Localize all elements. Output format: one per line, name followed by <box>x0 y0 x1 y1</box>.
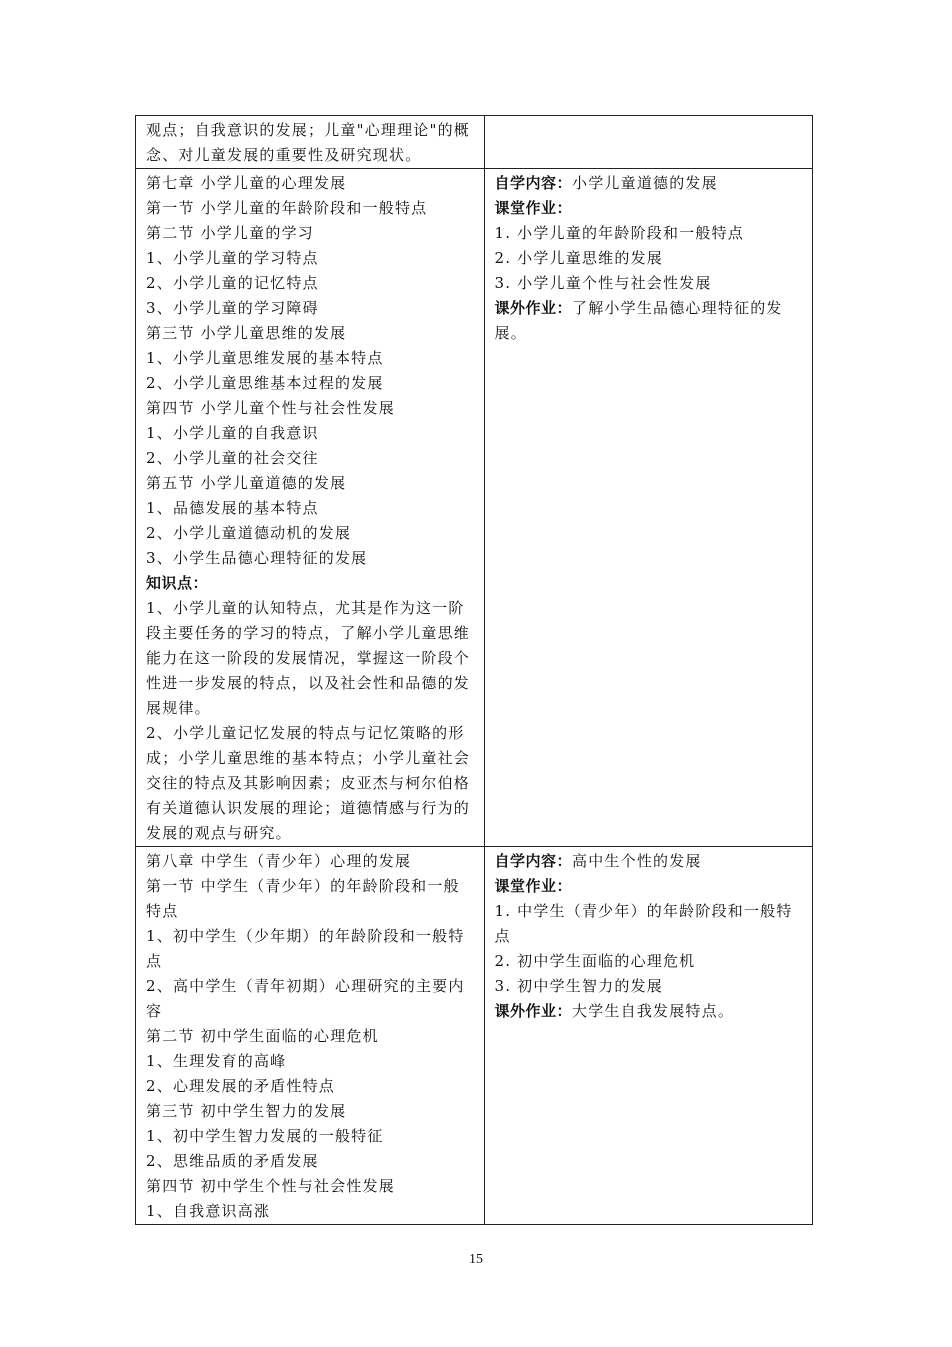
section-heading: 第一节 小学儿童的年龄阶段和一般特点 <box>146 199 428 217</box>
section-heading: 第五节 小学儿童道德的发展 <box>146 474 347 492</box>
syllabus-table <box>135 115 813 1225</box>
list-item: 1、自我意识高涨 <box>146 1202 271 1220</box>
section-heading: 第三节 小学儿童思维的发展 <box>146 324 347 342</box>
chapter-heading: 第七章 小学儿童的心理发展 <box>146 174 347 192</box>
list-item: 1、小学儿童的学习特点 <box>146 249 319 267</box>
knowledge-points-label: 知识点： <box>146 574 209 592</box>
self-study-text: 小学儿童道德的发展 <box>572 174 718 192</box>
homework-text: 了解小学生品德心理特征的发展。 <box>494 299 783 342</box>
chapter8-assignment-cell <box>484 847 813 1225</box>
classwork-item: 1. 中学生（青少年）的年龄阶段和一般特点 <box>494 902 793 945</box>
text-line: 观点；自我意识的发展；儿童"心理理论"的概 <box>146 121 471 139</box>
row1-right-cell <box>484 116 813 169</box>
section-heading: 第四节 小学儿童个性与社会性发展 <box>146 399 395 417</box>
section-heading: 第三节 初中学生智力的发展 <box>146 1102 347 1120</box>
classwork-item: 2. 初中学生面临的心理危机 <box>494 952 696 970</box>
section-heading: 第一节 中学生（青少年）的年龄阶段和一般特点 <box>146 877 460 920</box>
list-item: 1、初中学生智力发展的一般特征 <box>146 1127 384 1145</box>
section-heading: 第二节 小学儿童的学习 <box>146 224 314 242</box>
classwork-item: 3. 初中学生智力的发展 <box>494 977 663 995</box>
classwork-item: 2. 小学儿童思维的发展 <box>494 249 663 267</box>
classwork-item: 1. 小学儿童的年龄阶段和一般特点 <box>494 224 744 242</box>
chapter-heading: 第八章 中学生（青少年）心理的发展 <box>146 852 412 870</box>
list-item: 1、初中学生（少年期）的年龄阶段和一般特点 <box>146 927 465 970</box>
list-item: 2、思维品质的矛盾发展 <box>146 1152 319 1170</box>
list-item: 1、品德发展的基本特点 <box>146 499 319 517</box>
homework-text: 大学生自我发展特点。 <box>572 1002 735 1020</box>
homework-label: 课外作业： <box>494 299 573 317</box>
text-line: 念、对儿童发展的重要性及研究现状。 <box>146 146 422 164</box>
classwork-label: 课堂作业： <box>494 199 573 217</box>
table-row <box>136 116 813 169</box>
list-item: 2、小学儿童道德动机的发展 <box>146 524 352 542</box>
chapter8-content-cell <box>136 847 485 1225</box>
self-study-text: 高中生个性的发展 <box>572 852 702 870</box>
list-item: 1、生理发育的高峰 <box>146 1052 287 1070</box>
table-row <box>136 169 813 847</box>
knowledge-point: 1、小学儿童的认知特点，尤其是作为这一阶段主要任务的学习的特点，了解小学儿童思维能力在这一阶段的发展情况，掌握这一阶段个性进一步发展的特点，以及社会性和品德的发展规律。 <box>146 599 471 717</box>
homework-label: 课外作业： <box>494 1002 573 1020</box>
table-row <box>136 847 813 1225</box>
classwork-item: 3. 小学儿童个性与社会性发展 <box>494 274 712 292</box>
chapter7-content-cell <box>136 169 485 847</box>
list-item: 2、心理发展的矛盾性特点 <box>146 1077 335 1095</box>
self-study-label: 自学内容： <box>494 174 573 192</box>
knowledge-point: 2、小学儿童记忆发展的特点与记忆策略的形成；小学儿童思维的基本特点；小学儿童社会交往的特点及其影响因素；皮亚杰与柯尔伯格有关道德认识发展的理论；道德情感与行为的发展的观点与研究。 <box>146 724 471 842</box>
section-heading: 第四节 初中学生个性与社会性发展 <box>146 1177 395 1195</box>
self-study-label: 自学内容： <box>494 852 573 870</box>
classwork-label: 课堂作业： <box>494 877 573 895</box>
list-item: 3、小学儿童的学习障碍 <box>146 299 319 317</box>
section-heading: 第二节 初中学生面临的心理危机 <box>146 1027 379 1045</box>
list-item: 2、小学儿童的社会交往 <box>146 449 319 467</box>
row1-left-cell <box>136 116 485 169</box>
list-item: 1、小学儿童的自我意识 <box>146 424 319 442</box>
list-item: 2、小学儿童的记忆特点 <box>146 274 319 292</box>
page-number: 15 <box>469 1252 483 1267</box>
list-item: 1、小学儿童思维发展的基本特点 <box>146 349 384 367</box>
list-item: 2、高中学生（青年初期）心理研究的主要内容 <box>146 977 465 1020</box>
chapter7-assignment-cell <box>484 169 813 847</box>
list-item: 2、小学儿童思维基本过程的发展 <box>146 374 384 392</box>
list-item: 3、小学生品德心理特征的发展 <box>146 549 368 567</box>
